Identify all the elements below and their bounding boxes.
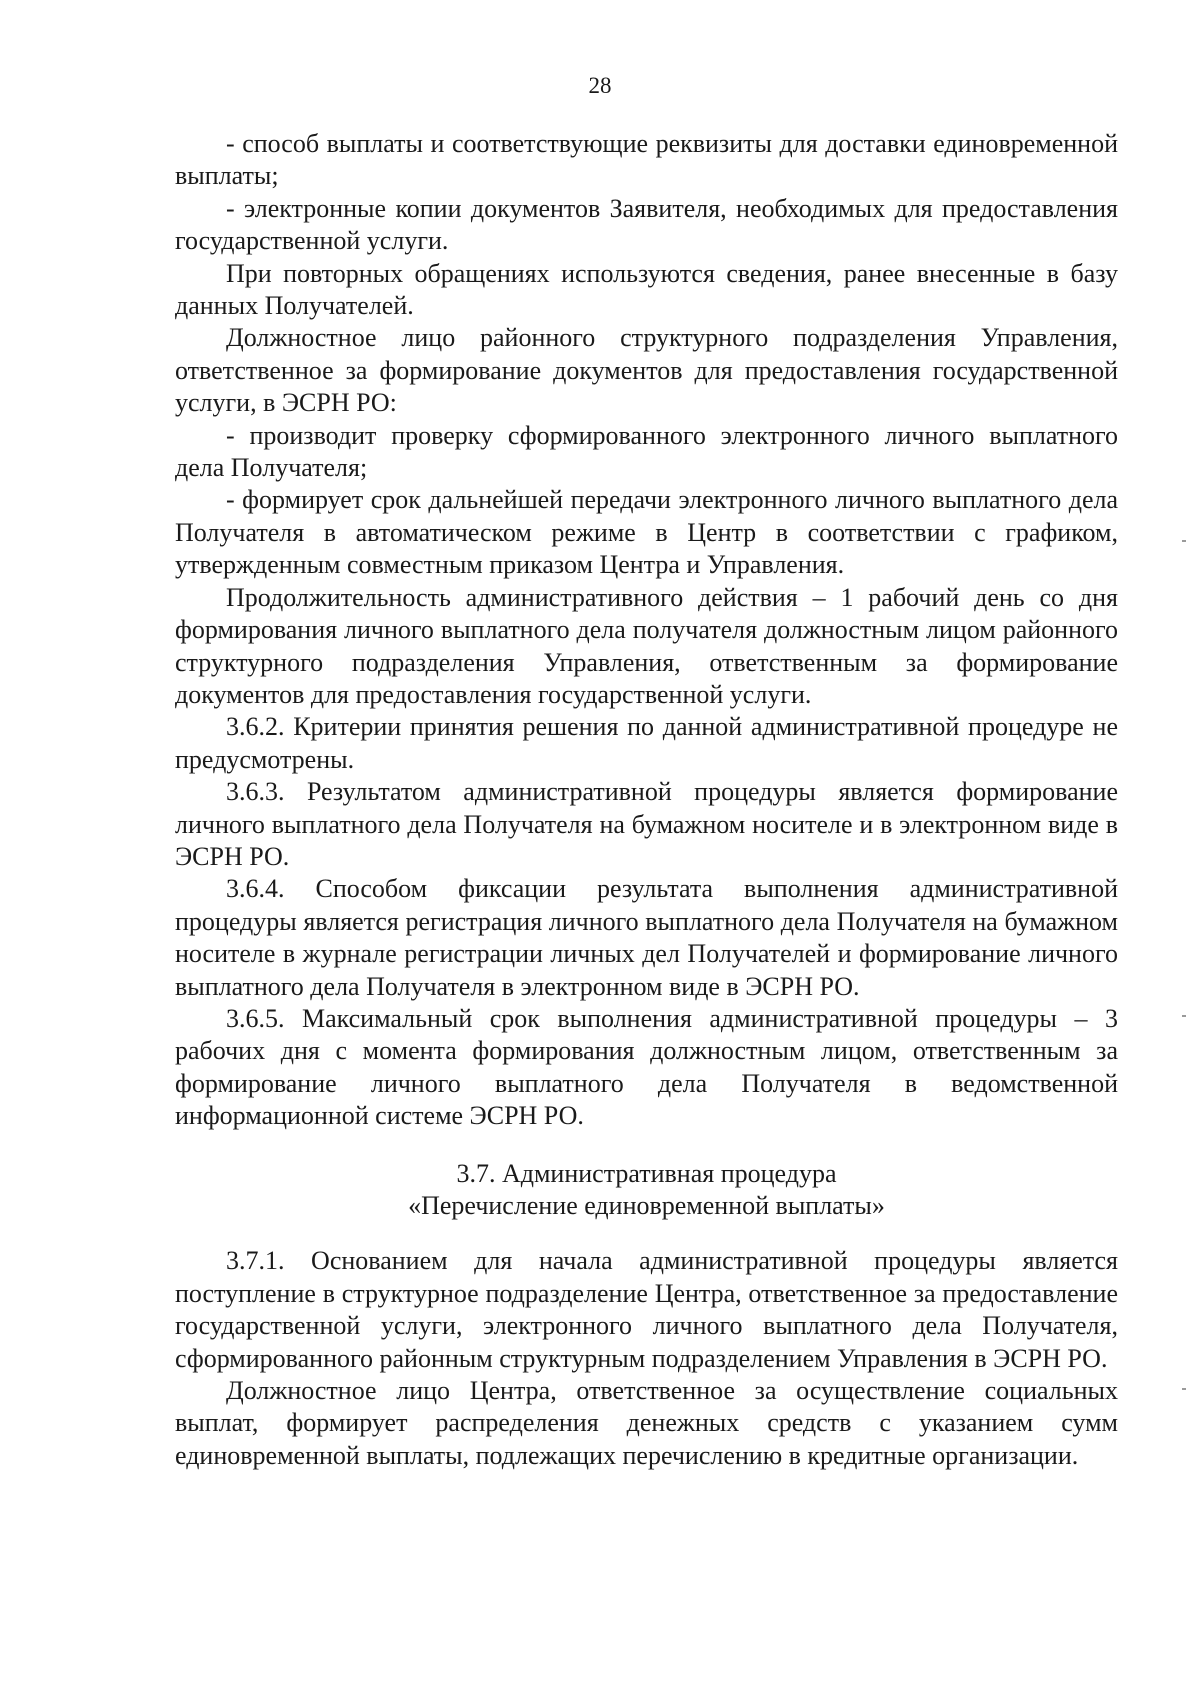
paragraph: - формирует срок дальнейшей передачи электронного личного выплатного дела Получателя в автоматическом режиме в Центр в соответствии с графиком, утвержденным совместным приказом Центра и Управления. bbox=[175, 485, 1118, 580]
paragraph: - способ выплаты и соответствующие реквизиты для доставки единовременной выплаты; bbox=[175, 129, 1118, 191]
paragraph: Должностное лицо районного структурного подразделения Управления, ответственное за формирование документов для предоставления государственной услуги, в ЭСРН РО: bbox=[175, 323, 1118, 418]
scan-artifact bbox=[1182, 540, 1186, 542]
paragraph: Должностное лицо Центра, ответственное за осуществление социальных выплат, формирует распределения денежных средств с указанием сумм единовременной выплаты, подлежащих перечислению в кредитные организации. bbox=[175, 1376, 1118, 1470]
scan-artifact bbox=[1182, 1388, 1186, 1390]
paragraph: - электронные копии документов Заявителя, необходимых для предоставления государственной услуги. bbox=[175, 193, 1118, 256]
section-heading bbox=[175, 1158, 1118, 1223]
paragraph: 3.6.5. Максимальный срок выполнения административной процедуры – 3 рабочих дня с момента формирования должностным лицом, ответственным за формирование личного выплатного дела Получателя в ведомственной информационной системе ЭСРН РО. bbox=[175, 1003, 1118, 1131]
paragraph: - производит проверку сформированного электронного личного выплатного дела Получателя; bbox=[175, 420, 1118, 483]
paragraph: При повторных обращениях используются сведения, ранее внесенные в базу данных Получателей. bbox=[175, 258, 1118, 321]
section-heading-title: «Перечисление единовременной выплаты» bbox=[408, 1191, 885, 1220]
document-body bbox=[175, 128, 1118, 1472]
scan-artifact bbox=[1182, 1015, 1186, 1017]
paragraph: 3.6.2. Критерии принятия решения по данной административной процедуре не предусмотрены. bbox=[175, 712, 1118, 774]
paragraph: 3.7.1. Основанием для начала административной процедуры является поступление в структурное подразделение Центра, ответственное за предоставление государственной услуги, электронного личного выплатного дела Получателя, сформированного районным структурным подразделением Управления в ЭСРН РО. bbox=[175, 1246, 1118, 1373]
page-number: 28 bbox=[588, 73, 612, 98]
paragraph: 3.6.3. Результатом административной процедуры является формирование личного выплатного дела Получателя на бумажном носителе и в электронном виде в ЭСРН РО. bbox=[175, 777, 1118, 871]
paragraph: Продолжительность административного действия – 1 рабочий день со дня формирования личного выплатного дела получателя должностным лицом районного структурного подразделения Управления, ответственным за формирование документов для предоставления государственной услуги. bbox=[175, 582, 1118, 709]
section-heading-number: 3.7. Административная процедура bbox=[456, 1158, 837, 1188]
paragraph: 3.6.4. Способом фиксации результата выполнения административной процедуры является регистрация личного выплатного дела Получателя на бумажном носителе в журнале регистрации личных дел Получателей и формирование личного выплатного дела Получателя в электронном виде в ЭСРН РО. bbox=[175, 874, 1118, 1001]
